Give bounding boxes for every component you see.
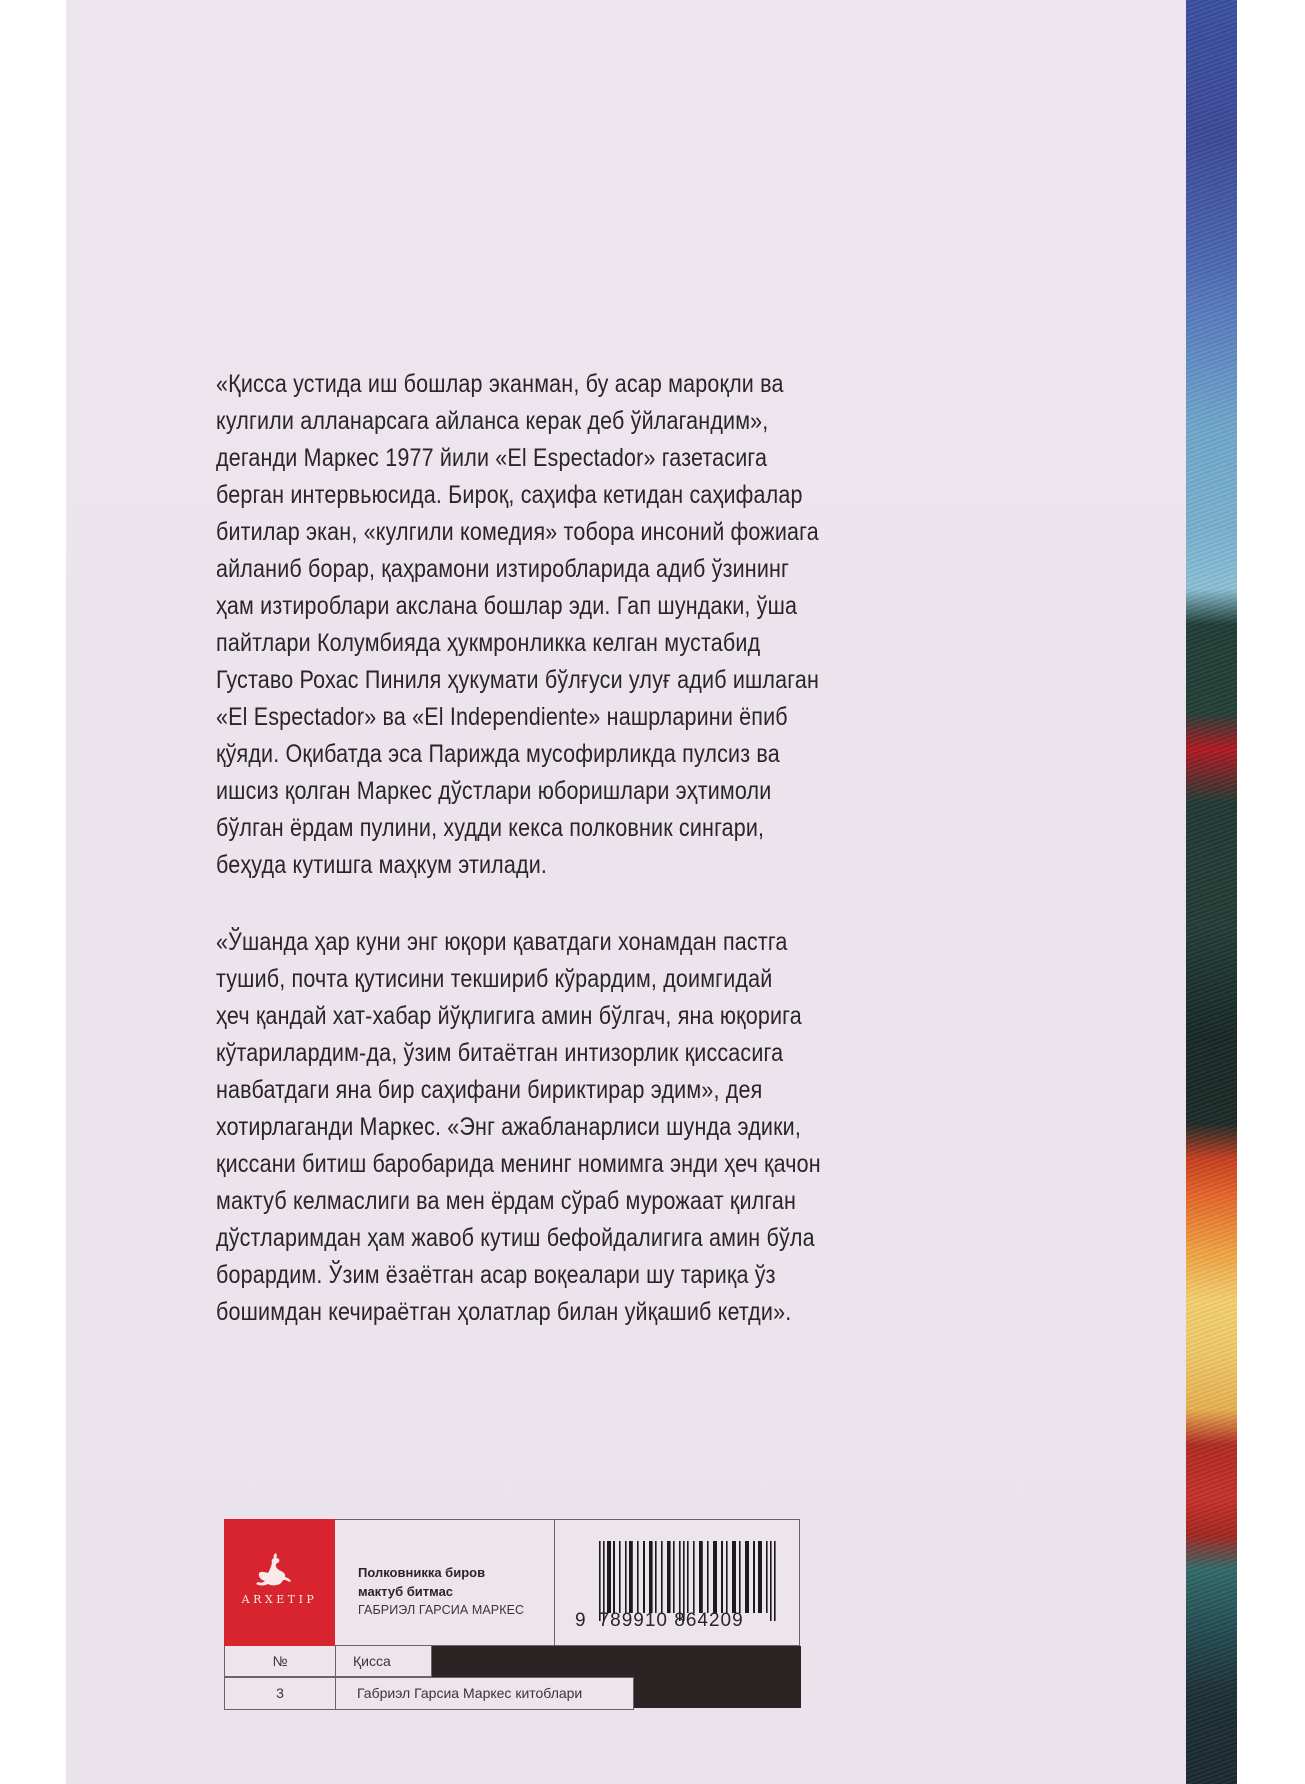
blurb-line: пайтлари Колумбияда ҳукмронликка келган мустабид: [216, 629, 761, 657]
blurb-line: «El Espectador» ва «El Independiente» нашрларини ёпиб: [216, 703, 788, 731]
cover-artwork-strip: [1186, 0, 1237, 1784]
blurb-line: тушиб, почта қутисини текшириб кўрардим, доимгидай: [216, 965, 773, 993]
series-row: [224, 1677, 634, 1710]
barcode-icon: [599, 1541, 779, 1621]
blurb-line: ишсиз қолган Маркес дўстлари юборишлари эҳтимоли: [216, 777, 772, 805]
blurb-line: қиссани битиш баробарида менинг номимга энди ҳеч қачон: [216, 1150, 821, 1178]
blurb-line: битилар экан, «кулгили комедия» тобора инсоний фожиага: [216, 518, 819, 546]
blurb-line: «Қисса устида иш бошлар эканман, бу асар мароқли ва: [216, 370, 784, 398]
blurb-line: бўлган ёрдам пулини, худди кекса полковник сингари,: [216, 814, 765, 842]
blurb-line: «Ўшанда ҳар куни энг юқори қаватдаги хонамдан пастга: [216, 928, 788, 956]
book-author: ГАБРИЭЛ ГАРСИА МАРКЕС: [358, 1603, 525, 1617]
series-label: Габриэл Гарсиа Маркес китоблари: [357, 1685, 583, 1701]
series-number: №: [225, 1646, 336, 1676]
blurb-line: дўстларимдан ҳам жавоб кутиш бефойдалигига амин бўла: [216, 1224, 815, 1252]
publisher-logo: [224, 1519, 335, 1647]
book-title: [358, 1563, 485, 1601]
blurb-line: хотирлаганди Маркес. «Энг ажабланарлиси шунда эдики,: [216, 1113, 802, 1141]
blurb-line: қўяди. Оқибатда эса Парижда мусофирликда пулсиз ва: [216, 740, 780, 768]
blurb-line: беҳуда кутишга маҳкум этилади.: [216, 851, 548, 879]
imprint-box: [224, 1519, 801, 1710]
blurb-line: кўтарилардим-да, ўзим битаётган интизорлик қиссасига: [216, 1039, 784, 1067]
blurb-line: айланиб борар, қаҳрамони изтиробларида адиб ўзининг: [216, 555, 790, 583]
blurb-line: ҳеч қандай хат-хабар йўқлигига амин бўлгач, яна юқорига: [216, 1002, 802, 1030]
blurb-line: берган интервьюсида. Бироқ, саҳифа кетидан саҳифалар: [216, 481, 803, 509]
blurb-line: бошимдан кечираётган ҳолатлар билан уйқашиб кетди».: [216, 1298, 792, 1326]
series-label: Қисса: [353, 1653, 391, 1669]
barcode-cell: [555, 1520, 801, 1646]
blurb-paragraph-1: [216, 366, 1036, 884]
back-cover-page: [66, 0, 1186, 1784]
blurb-line: мактуб келмаслиги ва мен ёрдам сўраб мурожаат қилган: [216, 1187, 797, 1215]
deer-icon: [252, 1552, 294, 1590]
blurb-line: деганди Маркес 1977 йили «El Espectador» газетасига: [216, 444, 768, 472]
series-number: 3: [225, 1678, 336, 1709]
isbn-digits: [575, 1610, 744, 1632]
blurb-paragraph-2: [216, 924, 1036, 1331]
book-title-line-2: мактуб битмас: [358, 1584, 454, 1599]
blurb-line: Густаво Рохас Пиниля ҳукумати бўлғуси улуғ адиб ишлаган: [216, 666, 820, 694]
series-row: [224, 1646, 432, 1677]
blurb-line: ҳам изтироблари акслана бошлар эди. Гап шундаки, ўша: [216, 592, 798, 620]
book-info-cell: [335, 1520, 555, 1646]
book-title-line-1: Полковникка биров: [358, 1565, 486, 1580]
isbn-main-digits: 789910 864209: [598, 1610, 744, 1631]
isbn-first-digit: 9: [575, 1610, 587, 1631]
publisher-name: ARXETIP: [241, 1593, 318, 1606]
blurb-line: борардим. Ўзим ёзаётган асар воқеалари шу тариқа ўз: [216, 1261, 776, 1289]
blurb-line: навбатдаги яна бир саҳифани бириктирар эдим», дея: [216, 1076, 763, 1104]
blurb-line: кулгили алланарсага айланса керак деб ўйлагандим»,: [216, 407, 769, 435]
